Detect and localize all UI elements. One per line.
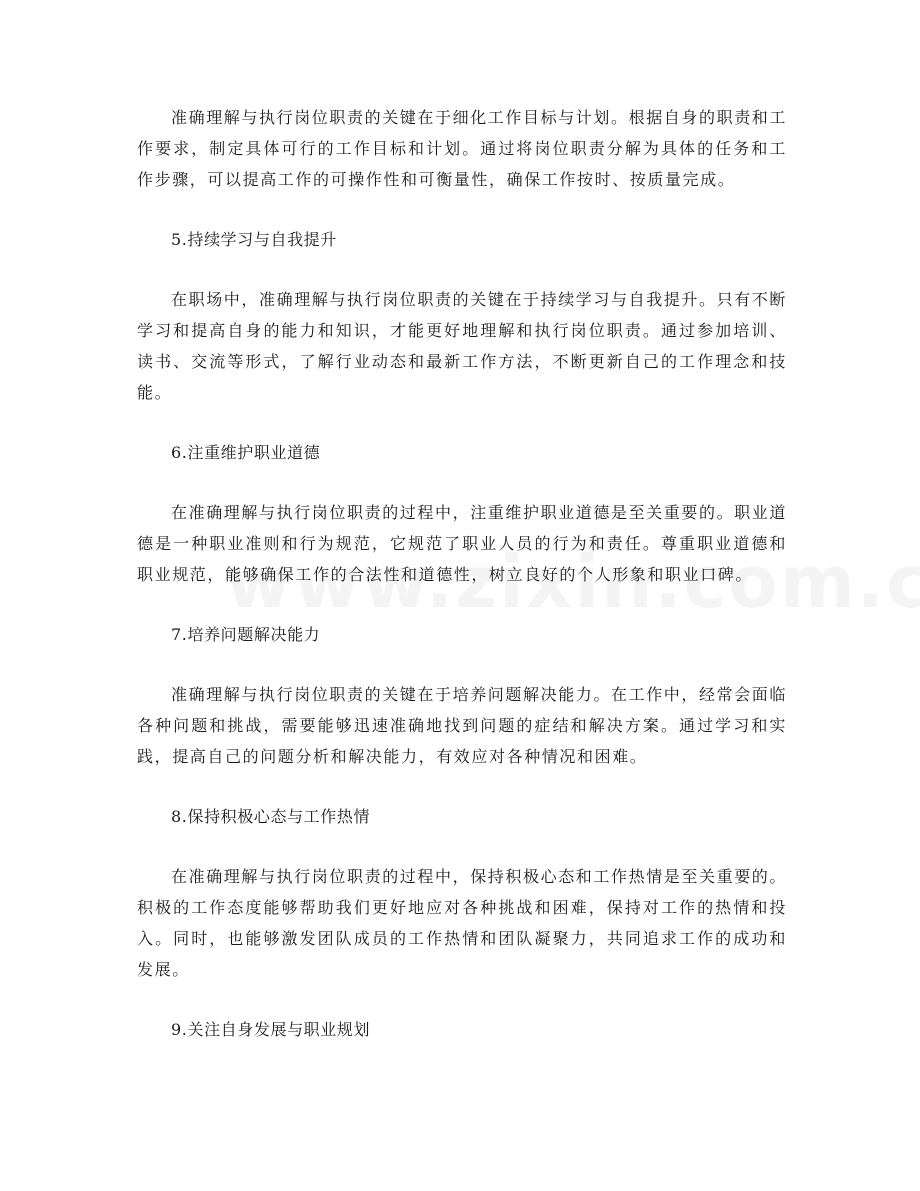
paragraph-section-5: 在职场中，准确理解与执行岗位职责的关键在于持续学习与自我提升。只有不断学习和提高自身的能力和知识，才能更好地理解和执行岗位职责。通过参加培训、读书、交流等形式，了解行业动态和最新工作方法，不断更新自己的工作理念和技能。 [137, 290, 788, 402]
paragraph-section-8: 在准确理解与执行岗位职责的过程中，保持积极心态和工作热情是至关重要的。积极的工作态度能够帮助我们更好地应对各种挑战和困难，保持对工作的热情和投入。同时，也能够激发团队成员的工作热情和团队凝聚力，共同追求工作的成功和发展。 [137, 867, 788, 979]
paragraph-section-6: 在准确理解与执行岗位职责的过程中，注重维护职业道德是至关重要的。职业道德是一种职业准则和行为规范，它规范了职业人员的行为和责任。尊重职业道德和职业规范，能够确保工作的合法性和道德性，树立良好的个人形象和职业口碑。 [137, 503, 788, 584]
section-heading-7: 7.培养问题解决能力 [171, 625, 321, 644]
section-heading-5: 5.持续学习与自我提升 [171, 230, 337, 249]
section-heading-9: 9.关注自身发展与职业规划 [171, 1020, 371, 1039]
section-heading-8: 8.保持积极心态与工作热情 [171, 807, 371, 826]
paragraph-section-7: 准确理解与执行岗位职责的关键在于培养问题解决能力。在工作中，经常会面临各种问题和挑战，需要能够迅速准确地找到问题的症结和解决方案。通过学习和实践，提高自己的问题分析和解决能力，有效应对各种情况和困难。 [137, 685, 788, 766]
section-heading-6: 6.注重维护职业道德 [171, 443, 321, 462]
paragraph-intro: 准确理解与执行岗位职责的关键在于细化工作目标与计划。根据自身的职责和工作要求，制定具体可行的工作目标和计划。通过将岗位职责分解为具体的任务和工作步骤，可以提高工作的可操作性和可衡量性，确保工作按时、按质量完成。 [137, 108, 788, 189]
document-body [137, 102, 787, 1074]
